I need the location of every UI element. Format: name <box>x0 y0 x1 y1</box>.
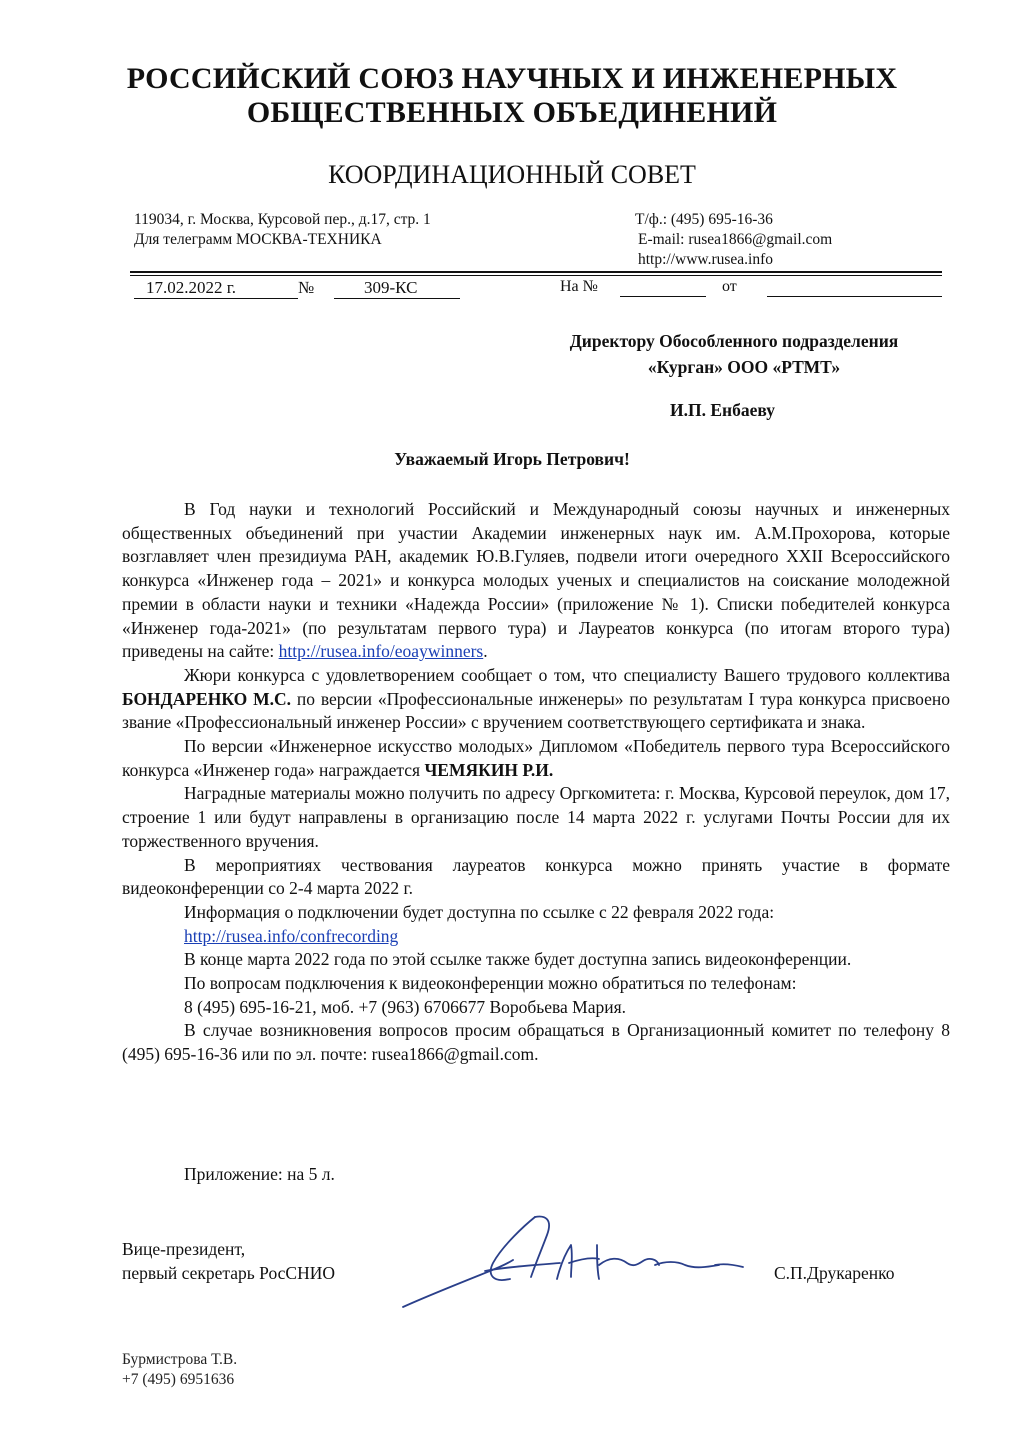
paragraph-1-text: В Год науки и технологий Российский и Международный союзы научных и инженерных общественных объединений при участии Академии инженерных наук им. А.М.Прохорова, которые возглавляет член президиума РАН, академик Ю.В.Гуляев, подвели итоги очередного XXII Всероссийского конкурса «Инженер года – 2021» и конкурса молодых ученых и специалистов на соискание молодежной премии в области науки и техники «Надежда России» (приложение № 1). Списки победителей конкурса «Инженер года-2021» (по результатам первого тура) и Лауреатов конкурса (по итогам второго тура) приведены на сайте: <box>122 499 950 662</box>
header-email: E-mail: ruseа1866@gmail.com <box>638 231 833 248</box>
awardee-name-1: БОНДАРЕНКО М.С. <box>122 688 291 709</box>
paragraph-8: По вопросам подключения к видеоконференции можно обратиться по телефонам: <box>184 973 797 994</box>
handwritten-signature <box>385 1205 755 1315</box>
address-block <box>134 210 431 250</box>
addressee-block <box>520 328 948 380</box>
registration-date-field <box>134 278 298 299</box>
registration-number-label: № <box>298 278 315 297</box>
winners-link[interactable]: http://rusea.info/eoaywinners <box>278 641 484 662</box>
council-name: КООРДИНАЦИОННЫЙ СОВЕТ <box>328 160 696 189</box>
signatory-title <box>122 1237 335 1285</box>
header-phone: Т/ф.: (495) 695-16-36 <box>635 211 773 228</box>
paragraph-2-text: Жюри конкурса с удовлетворением сообщает о том, что специалисту Вашего трудового коллектива <box>184 664 950 685</box>
paragraph-6-link-line <box>122 925 950 949</box>
reply-number-label: На № <box>560 278 598 295</box>
addressee-name: И.П. Енбаеву <box>670 400 775 420</box>
header-divider <box>130 271 942 273</box>
paragraph-5: В мероприятиях чествования лауреатов конкурса можно принять участие в формате видеоконференции со 2-4 марта 2022 г. <box>122 854 950 899</box>
paragraph-3 <box>122 735 950 782</box>
executor-block <box>122 1350 237 1390</box>
addressee-line2: «Курган» ООО «РТМТ» <box>647 357 841 377</box>
signatory-title-line1: Вице-президент, <box>122 1239 246 1259</box>
reply-date-blank <box>767 296 942 297</box>
registration-number-field <box>334 278 460 299</box>
registration-number: 309-КС <box>334 278 460 299</box>
executor-phone: +7 (495) 6951636 <box>122 1371 235 1388</box>
org-title-line2: ОБЩЕСТВЕННЫХ ОБЪЕДИНЕНИЙ <box>246 96 778 129</box>
contact-block <box>635 210 832 270</box>
reply-from-label: от <box>722 278 737 295</box>
header-website: http://www.rusea.info <box>638 251 774 268</box>
paragraph-8-phones: 8 (495) 695-16-21, моб. +7 (963) 6706677 Воробьева Мария. <box>184 996 627 1017</box>
reply-number-blank <box>620 296 706 297</box>
paragraph-1 <box>122 498 950 664</box>
paragraph-9: В случае возникновения вопросов просим обращаться в Организационный комитет по телефону 8 (495) 695-16-36 или по эл. почте: ruseа1866@gmail.com. <box>122 1020 950 1065</box>
registration-date: 17.02.2022 г. <box>134 278 298 299</box>
signatory-name: С.П.Друкаренко <box>774 1263 895 1283</box>
postal-address: 119034, г. Москва, Курсовой пер., д.17, стр. 1 <box>134 211 431 228</box>
organization-title <box>60 62 964 130</box>
org-title-line1: РОССИЙСКИЙ СОЮЗ НАУЧНЫХ И ИНЖЕНЕРНЫХ <box>126 62 898 95</box>
paragraph-1-end: . <box>483 641 488 662</box>
paragraph-3-text: По версии «Инженерное искусство молодых» Дипломом «Победитель первого тура Всероссийского конкурса «Инженер года» награждается <box>122 736 950 780</box>
paragraph-2 <box>122 664 950 735</box>
letter-body <box>122 498 950 1067</box>
paragraph-2-end: по версии «Профессиональные инженеры» по результатам I тура конкурса присвоено звание «Профессиональный инженер России» с вручением соответствующего сертификата и знака. <box>122 688 950 733</box>
awardee-name-2: ЧЕМЯКИН Р.И. <box>424 759 554 780</box>
attachment-note: Приложение: на 5 л. <box>184 1164 335 1184</box>
header-divider-thin <box>130 275 942 276</box>
confrecording-link[interactable]: http://rusea.info/confrecording <box>184 925 399 946</box>
telegram-address: Для телеграмм МОСКВА-ТЕХНИКА <box>134 231 382 248</box>
paragraph-6: Информация о подключении будет доступна по ссылке с 22 февраля 2022 года: <box>184 901 775 922</box>
executor-name: Бурмистрова Т.В. <box>122 1351 238 1368</box>
paragraph-7: В конце марта 2022 года по этой ссылке также будет доступна запись видеоконференции. <box>184 949 852 970</box>
paragraph-4: Наградные материалы можно получить по адресу Оргкомитета: г. Москва, Курсовой переулок, дом 17, строение 1 или будут направлены в организацию после 14 марта 2022 г. услугами Почты России для их торжественного вручения. <box>122 783 950 851</box>
addressee-line1: Директору Обособленного подразделения <box>569 331 899 351</box>
salutation: Уважаемый Игорь Петрович! <box>394 449 630 469</box>
signatory-title-line2: первый секретарь РосСНИО <box>122 1263 335 1283</box>
